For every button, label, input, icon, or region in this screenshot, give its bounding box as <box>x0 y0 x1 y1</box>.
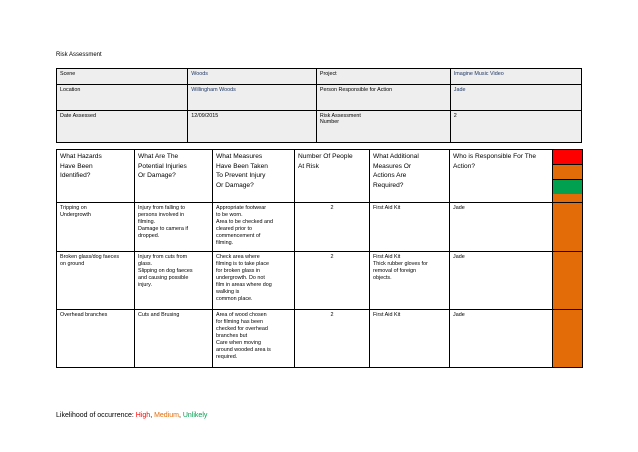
cell-line: on ground <box>60 261 85 268</box>
location-value: Willingham Woods <box>188 85 317 111</box>
hazard-cell <box>57 252 135 310</box>
cell-line: Area to be checked and <box>216 219 273 226</box>
header-responsible <box>450 150 553 203</box>
cell-line: Cuts and Brusing <box>138 312 180 318</box>
header-line: Have Been <box>60 162 93 170</box>
assessment-info-table <box>56 68 582 143</box>
people-cell: 2 <box>295 203 370 252</box>
info-row-location <box>57 85 582 111</box>
cell-line: Broken glass/dog faeces <box>60 254 120 260</box>
info-row-scene <box>57 69 582 85</box>
likelihood-key <box>553 150 583 203</box>
cell-line: film in areas where dog <box>216 282 272 289</box>
cell-line: undergrowth. Do not <box>216 275 265 282</box>
cell-line: Injury from falling to <box>138 205 186 211</box>
cell-line: branches but <box>216 333 248 340</box>
header-line: What Hazards <box>60 153 102 160</box>
header-line: Identified? <box>60 172 91 180</box>
responsible-cell: Jade <box>450 310 553 368</box>
legend-separator: , <box>150 412 155 419</box>
header-injuries <box>135 150 213 203</box>
date-label: Date Assessed <box>57 111 188 143</box>
additional-cell <box>370 252 450 310</box>
risk-number-label <box>316 111 450 143</box>
header-line: Potential Injuries <box>138 162 187 170</box>
table-row <box>57 252 583 310</box>
people-cell: 2 <box>295 310 370 368</box>
people-cell: 2 <box>295 252 370 310</box>
table-row <box>57 310 583 368</box>
responsible-cell: Jade <box>450 252 553 310</box>
cell-line: Injury from cuts from <box>138 254 188 260</box>
legend-prefix: Likelihood of occurrence: <box>56 412 136 419</box>
cell-line: dropped. <box>138 233 160 240</box>
header-line: Actions Are <box>373 172 407 180</box>
cell-line: to be worn. <box>216 212 243 219</box>
person-value: Jade <box>450 85 581 111</box>
header-line: Action? <box>453 162 475 170</box>
cell-line: objects. <box>373 275 392 282</box>
likelihood-low-swatch <box>553 180 582 194</box>
header-line: Required? <box>373 181 404 189</box>
cell-line: checked for overhead <box>216 326 268 333</box>
cell-line: persons involved in <box>138 212 185 219</box>
cell-line: for filming has been <box>216 319 264 326</box>
cell-line: Check area where <box>216 254 260 260</box>
measures-cell <box>213 310 295 368</box>
injury-cell <box>135 310 213 368</box>
risk-table-header <box>57 150 583 203</box>
table-row <box>57 203 583 252</box>
likelihood-legend <box>56 412 207 419</box>
header-line: What Additional <box>373 153 419 160</box>
cell-line: First Aid Kit <box>373 205 401 211</box>
cell-line: filming. <box>138 219 156 226</box>
cell-line: Area of wood chosen <box>216 312 267 318</box>
cell-line: removal of foreign <box>373 268 417 275</box>
header-line: What Measures <box>216 153 263 160</box>
legend-medium: Medium <box>154 412 179 419</box>
cell-line: filming. <box>216 240 234 247</box>
additional-cell <box>370 203 450 252</box>
measures-cell <box>213 252 295 310</box>
cell-line: cleared prior to <box>216 226 252 233</box>
header-line: At Risk <box>298 162 319 170</box>
cell-line: walking is <box>216 289 240 296</box>
person-label: Person Responsible for Action <box>316 85 450 111</box>
header-additional <box>370 150 450 203</box>
header-line: Or Damage? <box>138 172 176 180</box>
injury-cell <box>135 252 213 310</box>
header-hazards <box>57 150 135 203</box>
header-measures <box>213 150 295 203</box>
likelihood-medium-swatch <box>553 165 582 180</box>
cell-line: Appropriate footwear <box>216 205 267 211</box>
info-row-date <box>57 111 582 143</box>
legend-unlikely: Unlikely <box>182 412 208 419</box>
cell-line: Tripping on <box>60 205 87 211</box>
header-line: Number Of People <box>298 153 353 160</box>
risk-number-label-line: Number <box>319 119 340 125</box>
cell-line: Undergrowth <box>60 212 91 219</box>
cell-line: Care when moving <box>216 340 261 347</box>
cell-line: commencement of <box>216 233 261 240</box>
cell-line: Slipping on dog faeces <box>138 268 193 275</box>
additional-cell <box>370 310 450 368</box>
cell-line: glass. <box>138 261 153 268</box>
header-line: What Are The <box>138 153 179 160</box>
measures-cell <box>213 203 295 252</box>
hazard-cell <box>57 203 135 252</box>
cell-line: Overhead branches <box>60 312 108 318</box>
header-line: Or Damage? <box>216 181 254 189</box>
cell-line: Damage to camera if <box>138 226 189 233</box>
likelihood-cell <box>553 310 583 368</box>
cell-line: required. <box>216 354 238 361</box>
cell-line: for broken glass in <box>216 268 261 275</box>
risk-number-label-line: Risk Assessment <box>319 113 361 119</box>
legend-high: High <box>135 412 151 419</box>
header-line: Who is Responsible For The <box>453 153 537 160</box>
date-value: 12/09/2015 <box>188 111 317 143</box>
injury-cell <box>135 203 213 252</box>
header-people <box>295 150 370 203</box>
project-label: Project <box>316 69 450 85</box>
header-line: To Prevent Injury <box>216 172 266 180</box>
cell-line: First Aid Kit <box>373 312 401 318</box>
responsible-cell: Jade <box>450 203 553 252</box>
project-value: Imagine Music Video <box>450 69 581 85</box>
scene-value: Woods <box>188 69 317 85</box>
header-line: Measures Or <box>373 162 412 170</box>
scene-label: Scene <box>57 69 188 85</box>
risk-table <box>56 149 583 368</box>
cell-line: common place. <box>216 296 253 303</box>
page-title: Risk Assessment <box>56 52 102 58</box>
cell-line: First Aid Kit <box>373 254 401 260</box>
risk-number-value: 2 <box>450 111 581 143</box>
likelihood-high-swatch <box>553 150 582 165</box>
hazard-cell <box>57 310 135 368</box>
cell-line: around wooded area is <box>216 347 271 354</box>
header-line: Have Been Taken <box>216 162 268 170</box>
legend-separator: , <box>178 412 183 419</box>
cell-line: filming is to take place <box>216 261 270 268</box>
likelihood-cell <box>553 203 583 252</box>
likelihood-cell <box>553 252 583 310</box>
location-label: Location <box>57 85 188 111</box>
cell-line: and causing possible <box>138 275 189 282</box>
cell-line: Thick rubber gloves for <box>373 261 428 268</box>
cell-line: injury. <box>138 282 152 289</box>
